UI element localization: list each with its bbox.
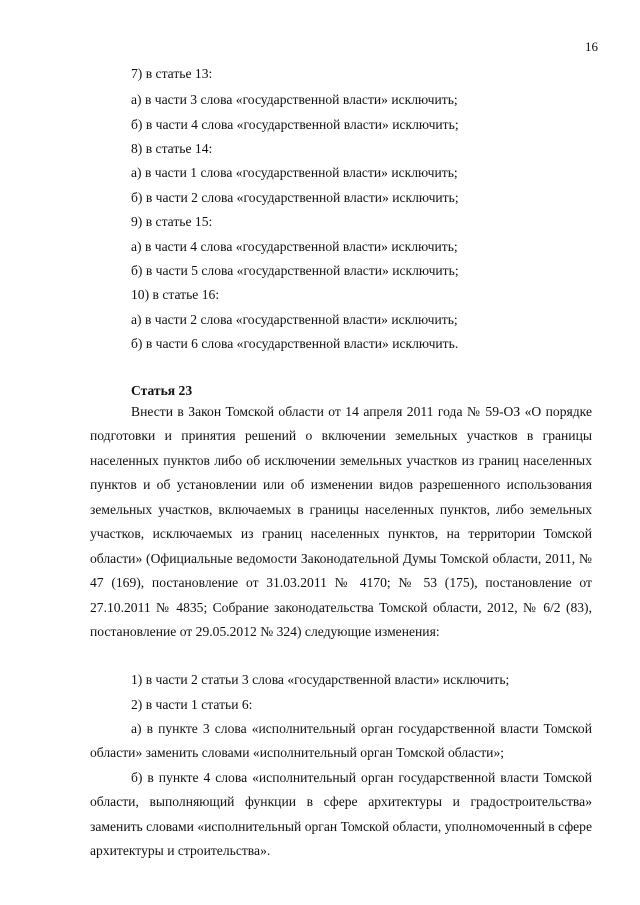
- list-item: 8) в статье 14:: [131, 141, 213, 156]
- list-item: 7) в статье 13:: [131, 66, 213, 81]
- list-item: а) в части 1 слова «государственной власти» исключить;: [131, 165, 458, 180]
- amendment-item-2: 2) в части 1 статьи 6:: [131, 697, 253, 712]
- list-item: а) в части 2 слова «государственной власти» исключить;: [131, 312, 458, 327]
- article-heading: Статья 23: [131, 383, 193, 398]
- page-number: 16: [585, 39, 598, 54]
- list-item: а) в части 3 слова «государственной власти» исключить;: [131, 92, 458, 107]
- list-item: б) в части 2 слова «государственной власти» исключить;: [131, 190, 459, 205]
- list-item: б) в части 6 слова «государственной власти» исключить.: [131, 336, 459, 351]
- list-item: б) в части 4 слова «государственной власти» исключить;: [131, 117, 459, 132]
- list-item: 10) в статье 16:: [131, 287, 220, 302]
- amendment-item-1: 1) в части 2 статьи 3 слова «государственной власти» исключить;: [131, 672, 510, 687]
- amendment-item-2a: а) в пункте 3 слова «исполнительный орган государственной власти Томской области» заменить словами «исполнительный орган Томской области»;: [90, 721, 592, 761]
- list-item: а) в части 4 слова «государственной власти» исключить;: [131, 239, 458, 254]
- list-item: б) в части 5 слова «государственной власти» исключить;: [131, 263, 459, 278]
- article-intro-paragraph: Внести в Закон Томской области от 14 апреля 2011 года № 59-ОЗ «О порядке подготовки и принятия решений о включении земельных участков в границы населенных пунктов либо об исключении земельных участков из границ населенных пунктов и об установлении или об изменении видов разрешенного использования земельных участков, включаемых в границы населенных пунктов, либо земельных участков, исключаемых из границ населенных пунктов, на территории Томской области» (Официальные ведомости Законодательной Думы Томской области, 2011, № 47 (169), постановление от 31.03.2011 № 4170; № 53 (175), постановление от 27.10.2011 № 4835; Собрание законодательства Томской области, 2012, № 6/2 (83), постановление от 29.05.2012 № 324) следующие изменения:: [90, 404, 592, 640]
- amendment-item-2b: б) в пункте 4 слова «исполнительный орган государственной власти Томской области, выполняющий функции в сфере архитектуры и градостроительства» заменить словами «исполнительный орган Томской области, уполномоченный в сфере архитектуры и строительства».: [90, 770, 592, 859]
- list-item: 9) в статье 15:: [131, 214, 213, 229]
